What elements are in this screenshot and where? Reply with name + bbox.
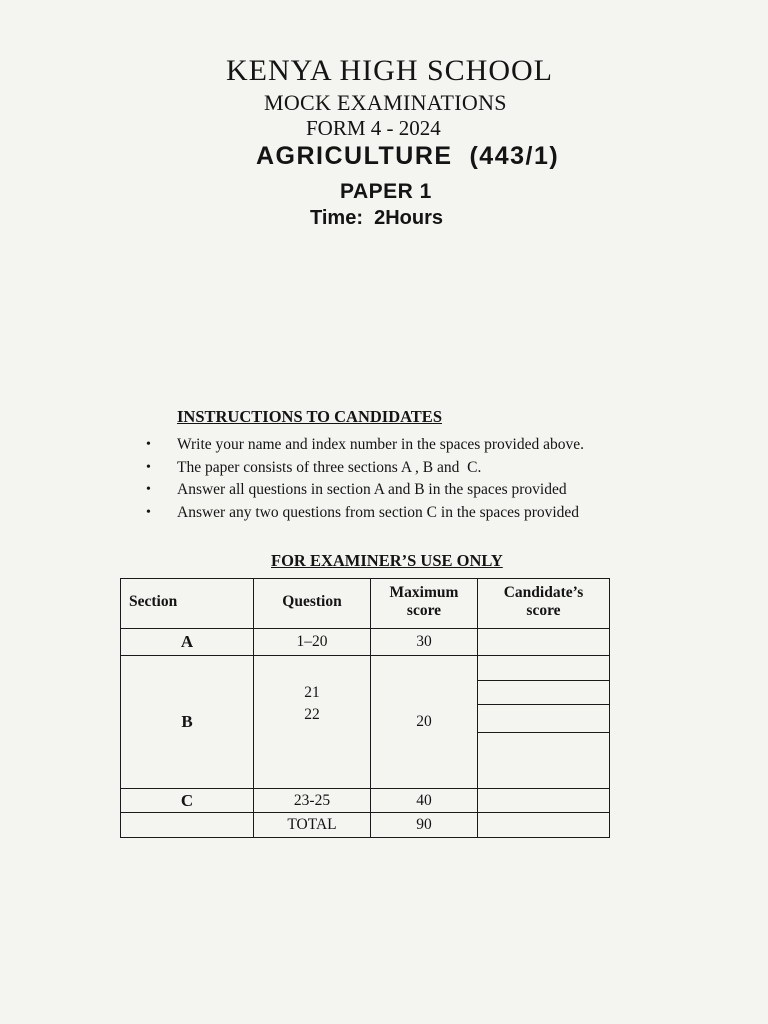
candidate-score-field[interactable] [478, 789, 610, 813]
bullet-icon: • [146, 504, 151, 520]
examiner-heading: FOR EXAMINER’S USE ONLY [271, 551, 503, 570]
column-header-candidate-line2: score [526, 602, 561, 619]
column-header-question: Question [254, 579, 371, 629]
table-header-row [121, 579, 610, 629]
candidate-score-field[interactable] [478, 656, 610, 789]
max-score-cell: 30 [371, 629, 478, 656]
instructions-heading: INSTRUCTIONS TO CANDIDATES [177, 407, 442, 426]
max-score-total: 90 [371, 813, 478, 838]
total-label: TOTAL [254, 813, 371, 838]
column-header-maximum-line2: score [406, 602, 442, 619]
column-header-candidate [478, 579, 610, 629]
bullet-icon: • [146, 437, 151, 452]
candidate-subscore-lines [478, 656, 609, 788]
question-cell: 1–20 [254, 629, 371, 656]
column-header-section: Section [121, 579, 254, 629]
divider [478, 704, 609, 705]
candidate-total-field[interactable] [478, 813, 610, 838]
column-header-maximum-line1: Maximum [389, 584, 459, 601]
exam-time: Time: 2Hours [310, 207, 443, 229]
question-number: 22 [304, 706, 320, 723]
instruction-text: Answer any two questions from section C in the spaces provided [177, 503, 580, 521]
divider [478, 680, 609, 681]
subject-title: AGRICULTURE (443/1) [256, 142, 560, 170]
column-header-maximum [371, 579, 478, 629]
section-cell: A [121, 629, 254, 656]
paper-number: PAPER 1 [340, 180, 432, 203]
list-item [146, 502, 584, 525]
table-row [121, 789, 610, 813]
divider [478, 732, 609, 733]
form-year: FORM 4 - 2024 [306, 116, 441, 140]
exam-type: MOCK EXAMINATIONS [264, 90, 507, 115]
list-item [146, 457, 584, 480]
question-number: 21 [304, 684, 320, 701]
bullet-icon: • [146, 482, 151, 497]
list-item [146, 434, 584, 457]
school-name: KENYA HIGH SCHOOL [226, 54, 554, 87]
instruction-text: Answer all questions in section A and B in the spaces provided [177, 481, 567, 498]
section-cell: B [121, 656, 254, 789]
instruction-text: The paper consists of three sections A , B and C. [177, 458, 482, 476]
section-cell: C [121, 789, 254, 813]
list-item [146, 479, 584, 502]
table-row-total [121, 813, 610, 838]
score-table [120, 578, 610, 838]
table-row [121, 629, 610, 656]
section-cell [121, 813, 254, 838]
max-score-cell: 40 [371, 789, 478, 813]
table-row [121, 656, 610, 789]
candidate-score-field[interactable] [478, 629, 610, 656]
instructions-list [146, 434, 584, 524]
max-score-cell: 20 [371, 656, 478, 789]
question-cell: 23-25 [254, 789, 371, 813]
instruction-text: Write your name and index number in the spaces provided above. [177, 436, 584, 453]
column-header-candidate-line1: Candidate’s [503, 584, 584, 601]
bullet-icon: • [146, 459, 151, 475]
question-cell [254, 656, 371, 789]
